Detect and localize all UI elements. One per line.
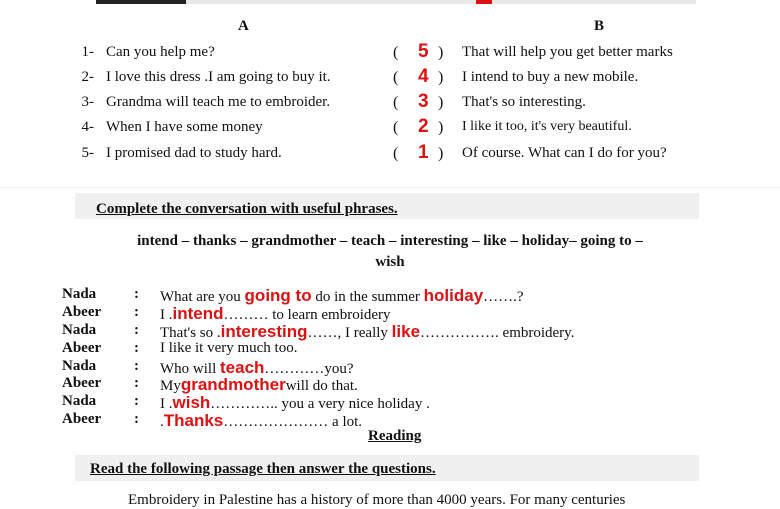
line-text: I . bbox=[160, 396, 173, 412]
conversation-line bbox=[160, 393, 430, 413]
match-answer: 2 bbox=[418, 116, 429, 137]
word-bank-line-1: intend – thanks – grandmother – teach – interesting – like – holiday– going to – bbox=[137, 233, 643, 249]
top-rule-dark bbox=[96, 0, 186, 4]
line-text: What are you bbox=[160, 289, 245, 305]
top-rule-red bbox=[476, 0, 492, 4]
close-paren: ) bbox=[438, 145, 444, 162]
match-answer: 3 bbox=[418, 91, 429, 112]
match-answer: 1 bbox=[418, 142, 429, 163]
line-text: I . bbox=[160, 307, 173, 323]
speaker-colon: : bbox=[134, 358, 139, 374]
open-paren: ( bbox=[393, 119, 399, 136]
filled-answer: like bbox=[391, 322, 421, 341]
close-paren: ) bbox=[438, 44, 444, 61]
match-row-number: 3- bbox=[81, 94, 94, 110]
top-rule bbox=[96, 0, 696, 4]
match-item-b: That's so interesting. bbox=[462, 94, 586, 110]
reading-heading: Reading bbox=[368, 428, 422, 444]
match-item-a: Can you help me? bbox=[106, 44, 215, 60]
conversation-line bbox=[160, 322, 574, 342]
filled-answer: intend bbox=[172, 304, 224, 323]
line-text: ……… to learn embroidery bbox=[223, 307, 391, 323]
conversation-title: Complete the conversation with useful phrases. bbox=[96, 201, 398, 217]
conversation-line bbox=[160, 304, 391, 324]
filled-answer: holiday bbox=[423, 286, 484, 305]
open-paren: ( bbox=[393, 94, 399, 111]
speaker-name: Nada bbox=[62, 286, 97, 302]
close-paren: ) bbox=[438, 94, 444, 111]
line-text: ………….. you a very nice holiday . bbox=[210, 396, 430, 412]
match-row-number: 5- bbox=[81, 145, 94, 161]
line-text: do in the summer bbox=[311, 289, 424, 305]
line-text: …………you? bbox=[264, 361, 354, 377]
line-text: ……, I really bbox=[307, 325, 392, 341]
speaker-name: Nada bbox=[62, 322, 97, 338]
line-text: . bbox=[160, 414, 164, 430]
line-text: ………………… a lot. bbox=[223, 414, 363, 430]
column-a-header: A bbox=[238, 18, 249, 34]
speaker-name: Abeer bbox=[62, 340, 102, 356]
speaker-colon: : bbox=[134, 322, 139, 338]
speaker-name: Abeer bbox=[62, 375, 102, 391]
word-bank-line-2: wish bbox=[375, 254, 405, 270]
line-text: will do that. bbox=[285, 378, 358, 394]
conversation-line bbox=[160, 411, 362, 431]
speaker-colon: : bbox=[134, 304, 139, 320]
close-paren: ) bbox=[438, 69, 444, 86]
match-row-number: 1- bbox=[81, 44, 94, 60]
conversation-line bbox=[160, 286, 524, 306]
line-text: ……………. embroidery. bbox=[420, 325, 575, 341]
speaker-colon: : bbox=[134, 393, 139, 409]
match-item-b: I like it too, it's very beautiful. bbox=[462, 119, 632, 134]
speaker-name: Abeer bbox=[62, 304, 102, 320]
speaker-name: Abeer bbox=[62, 411, 102, 427]
speaker-name: Nada bbox=[62, 358, 97, 374]
line-text: Who will bbox=[160, 361, 220, 377]
filled-answer: going to bbox=[244, 286, 312, 305]
filled-answer: interesting bbox=[220, 322, 308, 341]
match-row-number: 4- bbox=[81, 119, 94, 135]
match-item-a: Grandma will teach me to embroider. bbox=[106, 94, 331, 110]
filled-answer: grandmother bbox=[180, 375, 286, 394]
open-paren: ( bbox=[393, 44, 399, 61]
speaker-colon: : bbox=[134, 340, 139, 356]
line-text: That's so . bbox=[160, 325, 221, 341]
open-paren: ( bbox=[393, 145, 399, 162]
filled-answer: wish bbox=[172, 393, 211, 412]
speaker-name: Nada bbox=[62, 393, 97, 409]
line-text: I like it very much too. bbox=[160, 340, 298, 356]
match-item-b: I intend to buy a new mobile. bbox=[462, 69, 639, 85]
speaker-colon: : bbox=[134, 286, 139, 302]
match-item-a: I promised dad to study hard. bbox=[106, 145, 282, 161]
match-item-b: Of course. What can I do for you? bbox=[462, 145, 667, 161]
conversation-line bbox=[160, 375, 358, 395]
match-answer: 4 bbox=[418, 66, 429, 87]
line-text: …….? bbox=[483, 289, 524, 305]
open-paren: ( bbox=[393, 69, 399, 86]
conversation-line bbox=[160, 340, 297, 357]
match-row-number: 2- bbox=[81, 69, 94, 85]
speaker-colon: : bbox=[134, 411, 139, 427]
match-answer: 5 bbox=[418, 41, 429, 62]
reading-passage: Embroidery in Palestine has a history of more than 4000 years. For many centuries bbox=[128, 492, 626, 508]
match-item-b: That will help you get better marks bbox=[462, 44, 673, 60]
line-text: My bbox=[160, 378, 181, 394]
filled-answer: teach bbox=[220, 358, 265, 377]
match-item-a: When I have some money bbox=[106, 119, 263, 135]
speaker-colon: : bbox=[134, 375, 139, 391]
column-b-header: B bbox=[594, 18, 605, 34]
match-item-a: I love this dress .I am going to buy it. bbox=[106, 69, 331, 85]
close-paren: ) bbox=[438, 119, 444, 136]
reading-instruction: Read the following passage then answer the questions. bbox=[90, 461, 436, 477]
filled-answer: Thanks bbox=[163, 411, 224, 430]
section-divider bbox=[0, 187, 780, 188]
